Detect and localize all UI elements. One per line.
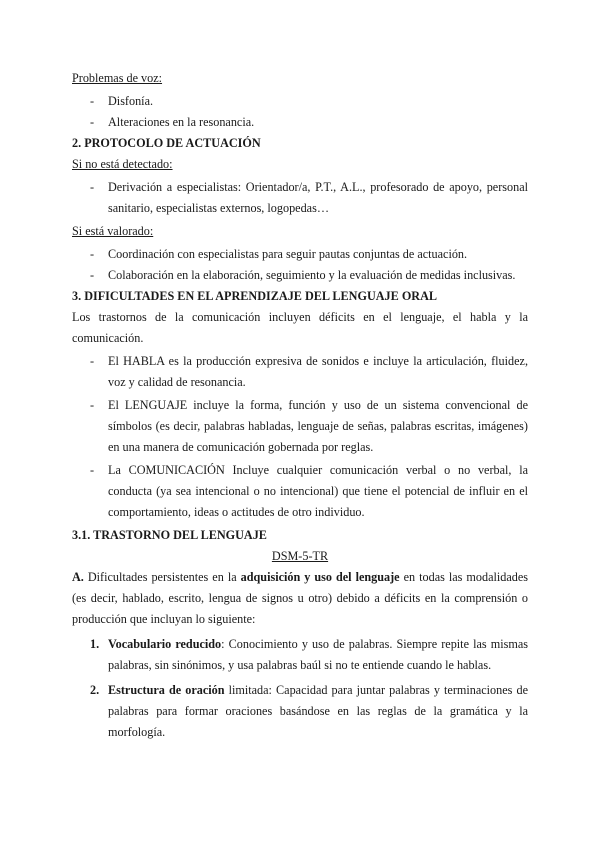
list-item: - Coordinación con especialistas para seguir pautas conjuntas de actuación. — [90, 247, 468, 261]
voice-problems-heading: Problemas de voz: — [72, 71, 163, 85]
list-item: - El HABLA es la producción expresiva de sonidos e incluye la articulación, fluidez, voz y calidad de resonancia. — [90, 354, 528, 389]
dsm-title: DSM-5-TR — [271, 549, 329, 563]
list-item: - Disfonía. — [90, 94, 154, 108]
assessed-list — [72, 244, 528, 286]
section-3-1-heading: 3.1. TRASTORNO DEL LENGUAJE — [72, 528, 267, 542]
list-item: 1. Vocabulario reducido: Conocimiento y uso de palabras. Siempre repite las mismas palabras, sin sinónimos, y usa palabras baúl si no te entiende cuando le hablas. — [90, 637, 528, 672]
section-3-intro: Los trastornos de la comunicación incluyen déficits en el lenguaje, el habla y la comunicación. — [72, 310, 528, 345]
section-2-heading: 2. PROTOCOLO DE ACTUACIÓN — [72, 136, 261, 150]
list-item: - El LENGUAJE incluye la forma, función y uso de un sistema convencional de símbolos (es decir, palabras habladas, lenguaje de señas, palabras escritas, imágenes) en una manera de comunicación gobernada por reglas. — [90, 398, 528, 454]
assessed-label: Si está valorado: — [72, 224, 154, 238]
section-3-heading: 3. DIFICULTADES EN EL APRENDIZAJE DEL LENGUAJE ORAL — [72, 289, 438, 303]
criteria-list — [72, 634, 528, 743]
list-item: - Derivación a especialistas: Orientador/a, P.T., A.L., profesorado de apoyo, personal sanitario, especialistas externos, logopedas… — [90, 180, 528, 215]
list-item: - Colaboración en la elaboración, seguimiento y la evaluación de medidas inclusivas. — [90, 268, 516, 282]
voice-problems-list — [72, 91, 528, 133]
criterion-a: A. Dificultades persistentes en la adquisición y uso del lenguaje en todas las modalidades (es decir, hablado, escrito, lengua de signos u otro) debido a déficits en la comprensión o producción que incluyan lo siguiente: — [72, 570, 528, 626]
list-item: 2. Estructura de oración limitada: Capacidad para juntar palabras y terminaciones de palabras para formar oraciones basándose en las reglas de la gramática y la morfología. — [90, 683, 528, 739]
list-item: - Alteraciones en la resonancia. — [90, 115, 255, 129]
communication-list — [72, 351, 528, 523]
document-page — [72, 68, 528, 743]
not-detected-label: Si no está detectado: — [72, 157, 173, 171]
not-detected-list — [72, 177, 528, 219]
list-item: - La COMUNICACIÓN Incluye cualquier comunicación verbal o no verbal, la conducta (ya sea intencional o no intencional) que tiene el potencial de influir en el comportamiento, ideas o actitudes de otro individuo. — [90, 463, 528, 519]
